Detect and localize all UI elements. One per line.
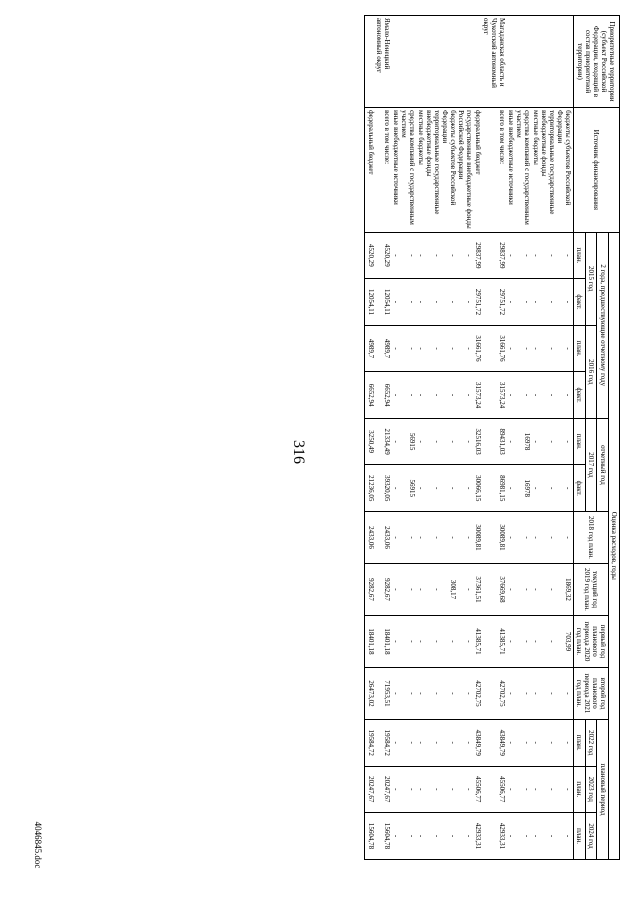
header-2022: 2022 год xyxy=(585,719,597,766)
header-plan: план. xyxy=(573,418,585,465)
value-cell: 20247,67 xyxy=(366,776,375,803)
value-cell: - xyxy=(563,393,572,397)
value-cell: 30089,81 xyxy=(497,524,506,551)
value-cell: - xyxy=(522,834,531,838)
source-label: федеральный бюджет xyxy=(473,110,482,175)
territory-label xyxy=(473,18,482,105)
value-column xyxy=(364,563,573,615)
value-cell: 4520,29 xyxy=(366,244,375,267)
value-cell: - xyxy=(464,487,473,490)
value-cell: 18401,18 xyxy=(366,628,375,655)
value-cell: - xyxy=(432,588,441,591)
value-cell: - xyxy=(563,741,572,744)
value-cell: 3250,49 xyxy=(366,430,375,454)
document-id: 4046845.doc xyxy=(33,821,43,869)
value-cell: - xyxy=(531,692,540,695)
value-cell: 42933,31 xyxy=(497,822,506,850)
value-cell: - xyxy=(407,588,416,591)
value-cell: - xyxy=(448,300,457,304)
header-fact: факт. xyxy=(573,279,585,326)
value-cell: - xyxy=(391,393,400,397)
value-cell: - xyxy=(391,440,400,443)
value-cell: 56915 xyxy=(407,432,416,451)
value-cell: - xyxy=(531,254,540,257)
value-cell: - xyxy=(563,692,572,695)
value-column xyxy=(364,766,573,813)
value-cell: - xyxy=(407,393,416,397)
value-cell: 39320,05 xyxy=(382,475,391,502)
territory-label xyxy=(416,18,425,105)
value-cell: - xyxy=(407,300,416,304)
value-cell: 6652,94 xyxy=(366,383,375,407)
value-cell: - xyxy=(464,254,473,257)
value-cell: - xyxy=(391,487,400,490)
source-label: федеральный бюджет xyxy=(366,110,375,175)
header-2016: 2016 год xyxy=(585,325,597,418)
value-cell: 45506,77 xyxy=(473,776,482,803)
value-cell: - xyxy=(531,640,540,643)
header-2023: 2023 год xyxy=(585,766,597,813)
source-label: местные бюджеты xyxy=(531,110,540,165)
source-cell xyxy=(364,108,573,233)
value-cell: - xyxy=(464,536,473,539)
value-cell: - xyxy=(464,588,473,591)
header-current-year: текущий год 2019 год план. xyxy=(573,563,608,615)
territory-label xyxy=(540,18,556,105)
value-cell: - xyxy=(531,347,540,350)
value-cell: - xyxy=(432,487,441,490)
value-column xyxy=(364,667,573,719)
value-cell: - xyxy=(522,300,531,304)
value-cell: - xyxy=(432,347,441,350)
value-cell: - xyxy=(432,741,441,744)
value-cell: - xyxy=(506,487,515,490)
value-cell: - xyxy=(391,254,400,257)
value-cell: - xyxy=(531,588,540,591)
value-cell: - xyxy=(407,640,416,643)
value-cell: - xyxy=(407,692,416,695)
value-cell: - xyxy=(448,692,457,695)
value-cell: 42702,75 xyxy=(497,680,506,707)
value-cell: - xyxy=(416,640,425,643)
value-cell: 71953,51 xyxy=(382,680,391,707)
value-cell: - xyxy=(547,788,556,791)
value-cell: - xyxy=(448,440,457,443)
value-cell: 21236,05 xyxy=(366,475,375,502)
source-label: всего в том числе: xyxy=(382,110,391,165)
value-cell: 4989,7 xyxy=(366,338,375,359)
value-cell: - xyxy=(547,487,556,490)
value-column xyxy=(364,372,573,419)
source-label: территориальные государственные внебюджетные фонды xyxy=(539,110,556,215)
territory-label xyxy=(556,18,572,105)
value-cell: - xyxy=(547,300,556,304)
value-cell: - xyxy=(522,536,531,539)
value-cell: - xyxy=(448,254,457,257)
header-plan: план. xyxy=(573,813,585,860)
source-label: территориальные государственные внебюджетные фонды xyxy=(424,110,441,215)
value-cell: - xyxy=(407,788,416,791)
value-cell: 9282,67 xyxy=(382,578,391,601)
value-cell: - xyxy=(531,393,540,397)
value-cell: - xyxy=(448,640,457,643)
header-second-plan-year: второй год планового периода 2021 год план. xyxy=(573,667,608,719)
value-cell: 42933,31 xyxy=(473,822,482,850)
value-cell: 1869,32 xyxy=(563,578,572,601)
value-cell: - xyxy=(464,692,473,695)
value-cell: - xyxy=(547,588,556,591)
value-cell: 20247,67 xyxy=(382,776,391,803)
header-first-plan-year: первый год планового периода 2020 год план. xyxy=(573,615,608,667)
value-cell: 15604,78 xyxy=(366,822,375,850)
value-cell: - xyxy=(432,300,441,304)
territory-label xyxy=(400,18,416,105)
header-2024: 2024 год xyxy=(585,813,597,860)
value-cell: 2433,06 xyxy=(366,526,375,549)
territory-label xyxy=(391,18,400,105)
header-source: Источник финансирования xyxy=(573,108,619,233)
value-cell: - xyxy=(531,741,540,744)
territory-label xyxy=(441,18,457,105)
value-column xyxy=(364,615,573,667)
value-cell: 12054,11 xyxy=(382,288,391,315)
value-cell: - xyxy=(563,788,572,791)
value-cell: - xyxy=(506,536,515,539)
value-cell: 45506,77 xyxy=(497,776,506,803)
value-cell: - xyxy=(416,254,425,257)
value-cell: - xyxy=(391,300,400,304)
value-cell: - xyxy=(547,640,556,643)
value-cell: 43849,79 xyxy=(473,729,482,756)
value-cell: - xyxy=(522,741,531,744)
value-cell: - xyxy=(531,300,540,304)
source-label: средства компаний с государственным участием xyxy=(514,110,531,225)
value-cell: - xyxy=(432,640,441,643)
value-cell: - xyxy=(563,536,572,539)
value-cell: 31573,24 xyxy=(497,381,506,409)
header-planned-period: плановый период xyxy=(597,719,609,859)
source-label: бюджеты субъектов Российской Федерации xyxy=(440,110,457,206)
value-cell: - xyxy=(506,834,515,838)
header-plan: план. xyxy=(573,766,585,813)
value-cell: - xyxy=(531,834,540,838)
value-cell: 31661,76 xyxy=(473,335,482,362)
value-cell: - xyxy=(547,347,556,350)
value-cell: - xyxy=(464,788,473,791)
value-cell: 29751,72 xyxy=(497,288,506,316)
value-cell: - xyxy=(506,347,515,350)
value-cell: - xyxy=(391,640,400,643)
value-cell: - xyxy=(448,536,457,539)
value-cell: 32516,03 xyxy=(473,428,482,455)
value-cell: - xyxy=(416,393,425,397)
value-cell: - xyxy=(416,692,425,695)
value-cell: 4520,29 xyxy=(382,244,391,267)
header-2018: 2018 год план. xyxy=(573,512,608,564)
value-cell: - xyxy=(464,347,473,350)
value-cell: - xyxy=(547,393,556,397)
value-cell: - xyxy=(416,487,425,490)
value-column xyxy=(364,325,573,372)
header-2017: 2017 год xyxy=(585,418,597,511)
value-cell: 308,17 xyxy=(448,579,457,600)
value-cell: - xyxy=(448,347,457,350)
value-cell: - xyxy=(547,834,556,838)
value-cell: - xyxy=(563,347,572,350)
value-cell: 9282,67 xyxy=(366,578,375,601)
value-cell: 2433,06 xyxy=(382,526,391,549)
value-cell: 30066,15 xyxy=(473,475,482,502)
value-cell: 29837,99 xyxy=(497,242,506,269)
value-column xyxy=(364,418,573,465)
value-cell: 89431,03 xyxy=(497,428,506,455)
value-cell: 37361,51 xyxy=(473,576,482,603)
value-column xyxy=(364,813,573,860)
value-cell: - xyxy=(563,487,572,490)
header-2015: 2015 год xyxy=(585,232,597,325)
value-cell: - xyxy=(432,536,441,539)
value-cell: - xyxy=(464,300,473,304)
value-cell: - xyxy=(506,640,515,643)
value-cell: 86981,15 xyxy=(497,475,506,502)
rotated-table-frame xyxy=(60,15,620,860)
value-column xyxy=(364,279,573,326)
territory-label: Магаданская область и Чукотский автономный округ xyxy=(481,18,506,88)
value-cell: 16978 xyxy=(522,479,531,497)
value-cell: 56915 xyxy=(407,479,416,497)
source-label: иные внебюджетные источники xyxy=(391,110,400,205)
header-estimate: Оценка расходов, годы xyxy=(608,232,619,859)
value-cell: - xyxy=(407,347,416,350)
value-cell: - xyxy=(506,393,515,397)
value-cell: - xyxy=(547,440,556,443)
value-cell: - xyxy=(531,536,540,539)
value-cell: 19584,72 xyxy=(366,729,375,756)
value-cell: - xyxy=(416,536,425,539)
value-cell: 18401,18 xyxy=(382,628,391,655)
value-cell: - xyxy=(432,393,441,397)
header-territory: Приоритетные территории (субъект Российской Федерации, входящий в состав приоритетной территории) xyxy=(573,16,619,108)
source-label: всего в том числе: xyxy=(497,110,506,165)
value-cell: - xyxy=(391,834,400,838)
value-cell: - xyxy=(522,788,531,791)
value-cell: - xyxy=(506,440,515,443)
value-cell: 16978 xyxy=(522,432,531,451)
value-cell: - xyxy=(563,300,572,304)
value-cell: - xyxy=(407,536,416,539)
value-cell: 29751,72 xyxy=(473,288,482,316)
value-cell: - xyxy=(464,834,473,838)
source-label: иные внебюджетные источники xyxy=(506,110,515,205)
value-cell: - xyxy=(531,487,540,490)
value-cell: - xyxy=(416,440,425,443)
value-cell: - xyxy=(448,393,457,397)
value-cell: - xyxy=(416,300,425,304)
value-cell: - xyxy=(391,347,400,350)
value-cell: 15604,78 xyxy=(382,822,391,850)
value-cell: - xyxy=(464,393,473,397)
territory-label xyxy=(515,18,531,105)
territory-cell xyxy=(364,16,573,108)
page-number: 316 xyxy=(290,440,307,464)
value-cell: - xyxy=(464,440,473,443)
value-cell: - xyxy=(531,440,540,443)
value-cell: 41385,71 xyxy=(473,628,482,655)
header-two-years: 2 года, предшествующие отчетному году xyxy=(597,232,609,418)
value-cell: - xyxy=(464,741,473,744)
value-column xyxy=(364,719,573,766)
territory-label xyxy=(506,18,515,105)
value-cell: - xyxy=(522,393,531,397)
value-cell: - xyxy=(407,254,416,257)
value-cell: - xyxy=(391,692,400,695)
value-cell: 37669,68 xyxy=(497,576,506,603)
territory-label: Ямало-Ненецкий автономный округ xyxy=(374,18,391,73)
source-label: средства компаний с государственным участием xyxy=(399,110,416,225)
value-cell: 31573,24 xyxy=(473,381,482,409)
value-cell: - xyxy=(547,741,556,744)
value-cell: - xyxy=(416,588,425,591)
value-cell: - xyxy=(506,588,515,591)
value-cell: - xyxy=(448,788,457,791)
value-cell: 43849,79 xyxy=(497,729,506,756)
value-cell: - xyxy=(432,834,441,838)
value-cell: - xyxy=(416,788,425,791)
header-report-year: отчетный год xyxy=(597,418,609,511)
value-cell: 41385,71 xyxy=(497,628,506,655)
value-column xyxy=(364,465,573,512)
value-cell: - xyxy=(547,692,556,695)
value-cell: - xyxy=(522,640,531,643)
value-column xyxy=(364,232,573,279)
value-cell: - xyxy=(547,536,556,539)
value-cell: 26473,02 xyxy=(366,680,375,707)
value-cell: 30089,81 xyxy=(473,524,482,551)
value-column xyxy=(364,512,573,564)
value-cell: - xyxy=(563,834,572,838)
territory-label xyxy=(531,18,540,105)
value-cell: - xyxy=(432,440,441,443)
territory-label xyxy=(425,18,441,105)
value-cell: - xyxy=(391,788,400,791)
value-cell: 42702,75 xyxy=(473,680,482,707)
value-cell: - xyxy=(547,254,556,257)
value-cell: - xyxy=(407,741,416,744)
value-cell: 29837,99 xyxy=(473,242,482,269)
header-plan: план. xyxy=(573,325,585,372)
value-cell: - xyxy=(563,254,572,257)
source-label: бюджеты субъектов Российской Федерации xyxy=(555,110,572,206)
value-cell: 21334,49 xyxy=(382,428,391,455)
expenditure-table xyxy=(364,15,620,860)
value-cell: - xyxy=(522,254,531,257)
value-cell: 6652,94 xyxy=(382,383,391,407)
value-cell: - xyxy=(391,741,400,744)
value-cell: - xyxy=(432,788,441,791)
value-cell: - xyxy=(506,692,515,695)
value-cell: - xyxy=(506,254,515,257)
header-plan: план. xyxy=(573,232,585,279)
value-cell: - xyxy=(448,741,457,744)
value-cell: - xyxy=(506,788,515,791)
source-label: местные бюджеты xyxy=(416,110,425,165)
header-fact: факт. xyxy=(573,465,585,512)
value-cell: 703,99 xyxy=(563,631,572,652)
value-cell: - xyxy=(432,692,441,695)
value-cell: - xyxy=(391,588,400,591)
value-cell: - xyxy=(563,440,572,443)
value-cell: - xyxy=(464,640,473,643)
header-fact: факт. xyxy=(573,372,585,419)
value-cell: - xyxy=(448,834,457,838)
source-label: государственные внебюджетные фонды Российской Федерации xyxy=(456,110,473,229)
value-cell: - xyxy=(416,741,425,744)
value-cell: - xyxy=(448,487,457,490)
value-cell: - xyxy=(522,692,531,695)
value-cell: - xyxy=(407,834,416,838)
value-cell: 19584,72 xyxy=(382,729,391,756)
header-plan: план. xyxy=(573,719,585,766)
value-cell: 12054,11 xyxy=(366,288,375,315)
value-cell: - xyxy=(531,788,540,791)
value-cell: 31661,76 xyxy=(497,335,506,362)
value-cell: - xyxy=(391,536,400,539)
territory-label xyxy=(366,18,375,105)
value-cell: - xyxy=(416,347,425,350)
territory-label xyxy=(457,18,473,105)
value-cell: 4989,7 xyxy=(382,338,391,359)
value-cell: - xyxy=(432,254,441,257)
value-cell: - xyxy=(522,347,531,350)
value-cell: - xyxy=(506,300,515,304)
value-cell: - xyxy=(522,588,531,591)
value-cell: - xyxy=(506,741,515,744)
value-cell: - xyxy=(416,834,425,838)
